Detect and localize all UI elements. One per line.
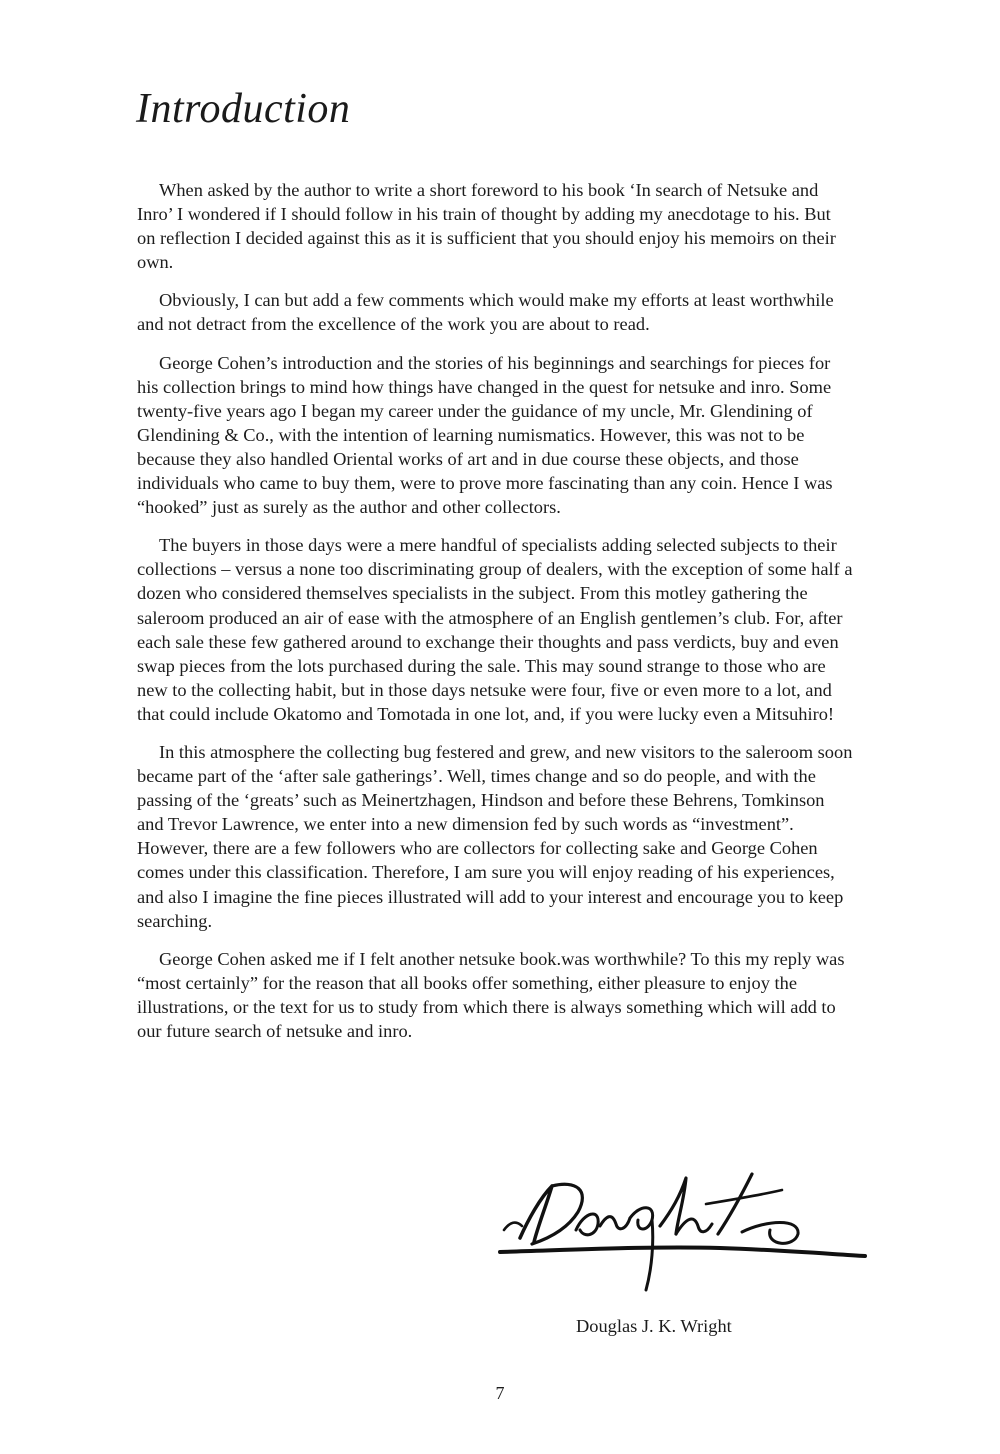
page-title: Introduction <box>136 86 351 132</box>
handwritten-signature <box>480 1160 880 1300</box>
body-text <box>137 178 853 1057</box>
paragraph-3: George Cohen’s introduction and the stories of his beginnings and searchings for pieces for his collection brings to mind how things have changed in the quest for netsuke and inro. Some twenty-five years ago I began my career under the guidance of my uncle, Mr. Glendining of Glendining & Co., with the intention of learning numismatics. However, this was not to be because they also handled Oriental works of art and in due course these objects, and those individuals who came to buy them, were to prove more fascinating than any coin. Hence I was “hooked” just as surely as the author and other collectors. <box>137 352 833 518</box>
paragraph-5: In this atmosphere the collecting bug festered and grew, and new visitors to the saleroom soon became part of the ‘after sale gatherings’. Well, times change and so do people, and with the passing of the ‘greats’ such as Meinertzhagen, Hindson and before these Behrens, Tomkinson and Trevor Lawrence, we enter into a new dimension fed by such words as “investment”. However, there are a few followers who are collectors for collecting sake and George Cohen comes under this classification. Therefore, I am sure you will enjoy reading of his experiences, and also I imagine the fine pieces illustrated will add to your interest and encourage you to keep searching. <box>137 741 853 931</box>
page-number: 7 <box>495 1383 505 1403</box>
signer-name: Douglas J. K. Wright <box>576 1316 732 1336</box>
paragraph-6: George Cohen asked me if I felt another netsuke book.was worthwhile? To this my reply was “most certainly” for the reason that all books offer something, either pleasure to enjoy the illustrations, or the text for us to study from which there is always something which will add to our future search of netsuke and inro. <box>137 948 845 1041</box>
paragraph-4: The buyers in those days were a mere handful of specialists adding selected subjects to their collections – versus a none too discriminating group of dealers, with the exception of some half a dozen who considered themselves specialists in the subject. From this motley gathering the saleroom produced an air of ease with the atmosphere of an English gentlemen’s club. For, after each sale these few gathered around to exchange their thoughts and pass verdicts, buy and even swap pieces from the lots purchased during the sale. This may sound strange to those who are new to the collecting habit, but in those days netsuke were four, five or even more to a lot, and that could include Okatomo and Tomotada in one lot, and, if you were lucky even a Mitsuhiro! <box>137 535 853 724</box>
paragraph-1: When asked by the author to write a short foreword to his book ‘In search of Netsuke and Inro’ I wondered if I should follow in his train of thought by adding my anecdotage to his. But on reflection I decided against this as it is sufficient that you should enjoy his memoirs on their own. <box>137 180 836 273</box>
paragraph-2: Obviously, I can but add a few comments which would make my efforts at least worthwhile and not detract from the excellence of the work you are about to read. <box>137 290 834 335</box>
